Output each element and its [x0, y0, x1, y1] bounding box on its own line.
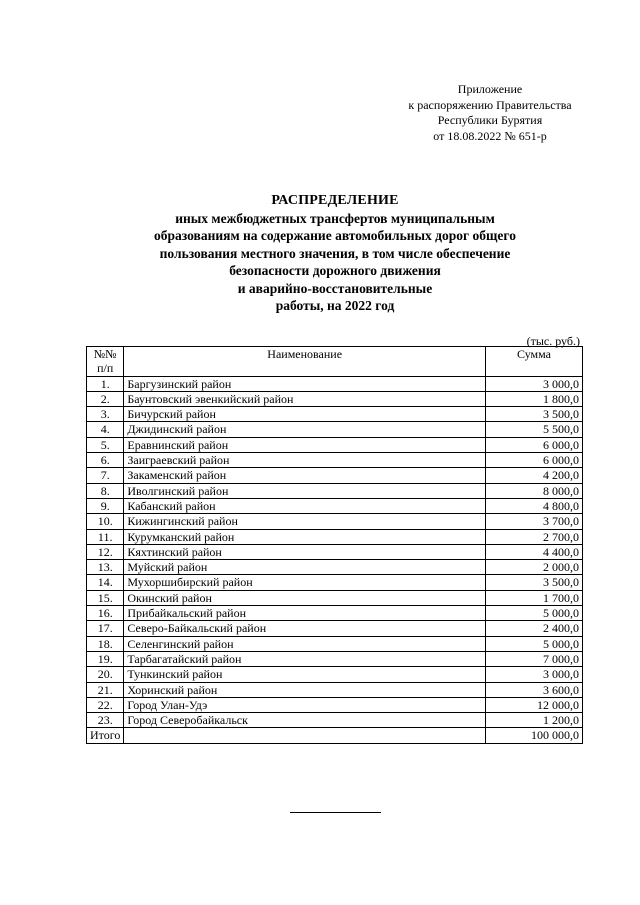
appendix-line-1: Приложение [457, 82, 523, 96]
appendix-line-4: от 18.08.2022 № 651-р [433, 128, 547, 143]
table-row [87, 483, 583, 498]
row-num: 10. [87, 514, 124, 529]
row-sum: 5 500,0 [486, 422, 583, 437]
row-name: Мухоршибирский район [124, 575, 486, 590]
row-sum: 3 700,0 [486, 514, 583, 529]
row-name: Муйский район [124, 560, 486, 575]
table-row [87, 590, 583, 605]
row-num: 11. [87, 529, 124, 544]
table-row [87, 636, 583, 651]
row-name: Город Северобайкальск [124, 713, 486, 728]
title-line-3: пользования местного значения, в том числе обеспечение [159, 245, 511, 261]
row-num: 18. [87, 636, 124, 651]
header-num [87, 347, 124, 377]
row-num: 6. [87, 453, 124, 468]
table-row [87, 376, 583, 391]
row-name: Кижингинский район [124, 514, 486, 529]
row-num: 1. [87, 376, 124, 391]
title-line-4: безопасности дорожного движения [229, 263, 441, 278]
row-sum: 1 800,0 [486, 391, 583, 406]
table-row [87, 560, 583, 575]
row-name: Кяхтинский район [124, 544, 486, 559]
row-name: Окинский район [124, 590, 486, 605]
row-name: Баргузинский район [124, 376, 486, 391]
header-sum: Сумма [486, 347, 583, 377]
row-sum: 12 000,0 [486, 697, 583, 712]
title-heading: РАСПРЕДЕЛЕНИЕ [271, 193, 399, 208]
row-sum: 7 000,0 [486, 651, 583, 666]
row-num: 9. [87, 498, 124, 513]
row-num: 19. [87, 651, 124, 666]
row-name: Джидинский район [124, 422, 486, 437]
distribution-table [86, 346, 583, 744]
title-line-2: образованиям на содержание автомобильных дорог общего [154, 228, 516, 243]
row-num: 21. [87, 682, 124, 697]
row-num: 14. [87, 575, 124, 590]
row-name: Бичурский район [124, 407, 486, 422]
row-num: 12. [87, 544, 124, 559]
row-num: 17. [87, 621, 124, 636]
row-sum: 1 700,0 [486, 590, 583, 605]
table-row [87, 606, 583, 621]
row-name: Еравнинский район [124, 437, 486, 452]
row-name: Тарбагатайский район [124, 651, 486, 666]
row-name: Хоринский район [124, 682, 486, 697]
row-sum: 4 800,0 [486, 498, 583, 513]
total-sum: 100 000,0 [486, 728, 583, 743]
row-num: 13. [87, 560, 124, 575]
units-label: (тыс. руб.) [526, 334, 580, 348]
table-row [87, 621, 583, 636]
table-row [87, 651, 583, 666]
row-num: 22. [87, 697, 124, 712]
table-row [87, 453, 583, 468]
row-num: 4. [87, 422, 124, 437]
table-row [87, 697, 583, 712]
row-sum: 2 400,0 [486, 621, 583, 636]
table-row [87, 422, 583, 437]
row-num: 16. [87, 606, 124, 621]
row-num: 7. [87, 468, 124, 483]
table-body [87, 376, 583, 728]
table-row [87, 575, 583, 590]
appendix-line-2: к распоряжению Правительства [408, 97, 572, 112]
row-num: 23. [87, 713, 124, 728]
title-line-5: и аварийно-восстановительные [237, 280, 433, 296]
header-name: Наименование [124, 347, 486, 377]
table-row [87, 468, 583, 483]
row-name: Иволгинский район [124, 483, 486, 498]
row-num: 3. [87, 407, 124, 422]
row-sum: 4 200,0 [486, 468, 583, 483]
row-sum: 2 000,0 [486, 560, 583, 575]
table-row [87, 391, 583, 406]
row-sum: 4 400,0 [486, 544, 583, 559]
total-label: Итого [87, 728, 124, 743]
total-row [87, 728, 583, 743]
row-name: Прибайкальский район [124, 606, 486, 621]
row-name: Селенгинский район [124, 636, 486, 651]
table-row [87, 514, 583, 529]
row-name: Кабанский район [124, 498, 486, 513]
appendix-block [380, 82, 600, 144]
row-name: Город Улан-Удэ [124, 697, 486, 712]
row-name: Баунтовский эвенкийский район [124, 391, 486, 406]
row-sum: 5 000,0 [486, 606, 583, 621]
row-num: 5. [87, 437, 124, 452]
table-row [87, 667, 583, 682]
row-num: 15. [87, 590, 124, 605]
table-row [87, 713, 583, 728]
document-title [100, 192, 570, 315]
signature-divider [290, 812, 381, 813]
title-line-1: иных межбюджетных трансфертов муниципальным [175, 210, 495, 226]
row-sum: 1 200,0 [486, 713, 583, 728]
table-row [87, 437, 583, 452]
row-sum: 6 000,0 [486, 453, 583, 468]
row-num: 2. [87, 391, 124, 406]
row-name: Тункинский район [124, 667, 486, 682]
row-name: Северо-Байкальский район [124, 621, 486, 636]
row-sum: 5 000,0 [486, 636, 583, 651]
table-row [87, 529, 583, 544]
row-num: 8. [87, 483, 124, 498]
row-sum: 3 000,0 [486, 376, 583, 391]
table-row [87, 407, 583, 422]
row-sum: 8 000,0 [486, 483, 583, 498]
row-num: 20. [87, 667, 124, 682]
row-name: Закаменский район [124, 468, 486, 483]
table-row [87, 682, 583, 697]
row-sum: 3 500,0 [486, 575, 583, 590]
row-name: Заиграевский район [124, 453, 486, 468]
row-sum: 3 000,0 [486, 667, 583, 682]
table-row [87, 544, 583, 559]
table-row [87, 498, 583, 513]
header-num-line-1: №№ [93, 347, 117, 361]
row-sum: 2 700,0 [486, 529, 583, 544]
total-gap [124, 728, 486, 743]
row-sum: 3 500,0 [486, 407, 583, 422]
header-num-line-2: п/п [97, 361, 114, 376]
row-name: Курумканский район [124, 529, 486, 544]
title-line-6: работы, на 2022 год [275, 298, 395, 313]
row-sum: 3 600,0 [486, 682, 583, 697]
table-header-row [87, 347, 583, 377]
row-sum: 6 000,0 [486, 437, 583, 452]
appendix-line-3: Республики Бурятия [437, 113, 543, 127]
